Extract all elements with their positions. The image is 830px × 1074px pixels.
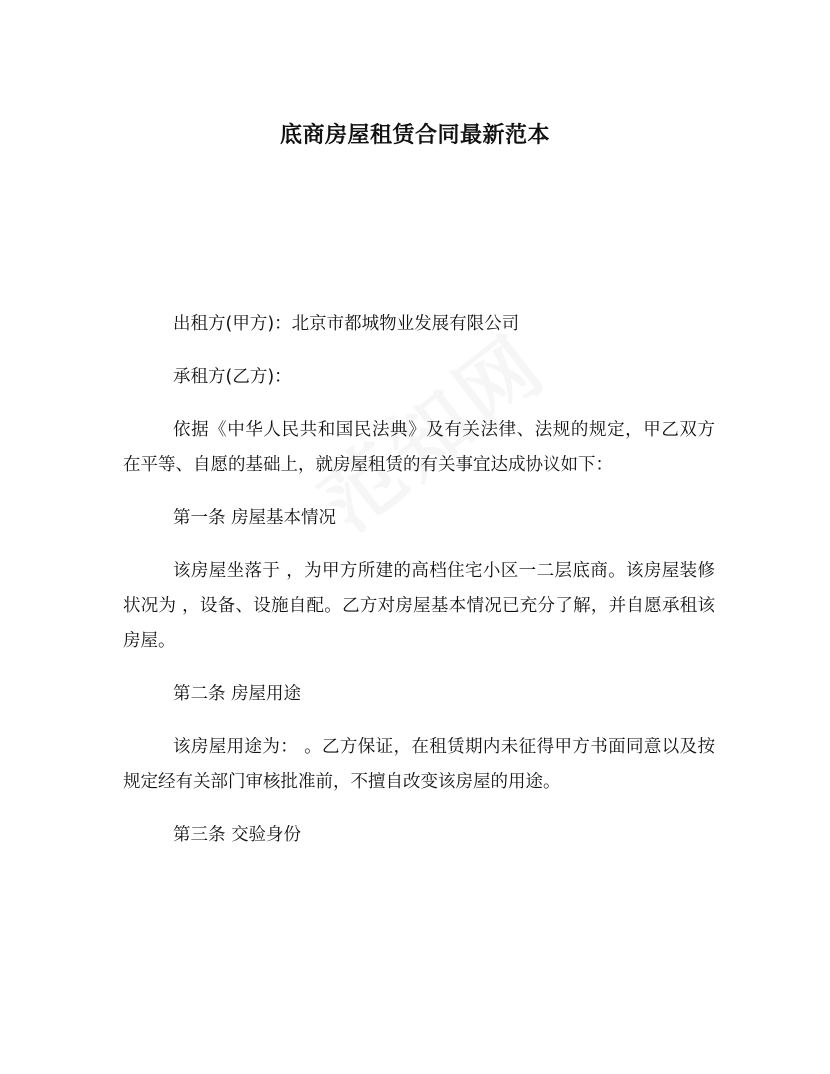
paragraph-lessee: 承租方(乙方)： — [173, 367, 292, 387]
heading-article-1: 第一条 房屋基本情况 — [173, 508, 337, 528]
paragraph-basis: 依据《中华人民共和国民法典》及有关法律、法规的规定，甲乙双方在平等、自愿的基础上，就房屋租赁的有关事宜达成协议如下： — [123, 420, 715, 475]
paragraph-article-1: 该房屋坐落于 ，为甲方所建的高档住宅小区一二层底商。该房屋装修状况为 ，设备、设施自配。乙方对房屋基本情况已充分了解，并自愿承租该房屋。 — [123, 561, 715, 651]
document-title: 底商房屋租赁合同最新范本 — [279, 123, 550, 148]
paragraph-article-2: 该房屋用途为： 。乙方保证，在租赁期内未征得甲方书面同意以及按规定经有关部门审核批准前，不擅自改变该房屋的用途。 — [123, 737, 715, 792]
paragraph-lessor: 出租方(甲方)：北京市都城物业发展有限公司 — [173, 314, 520, 334]
heading-article-2: 第二条 房屋用途 — [173, 684, 302, 704]
document-body — [123, 307, 715, 871]
heading-article-3: 第三条 交验身份 — [173, 825, 302, 845]
